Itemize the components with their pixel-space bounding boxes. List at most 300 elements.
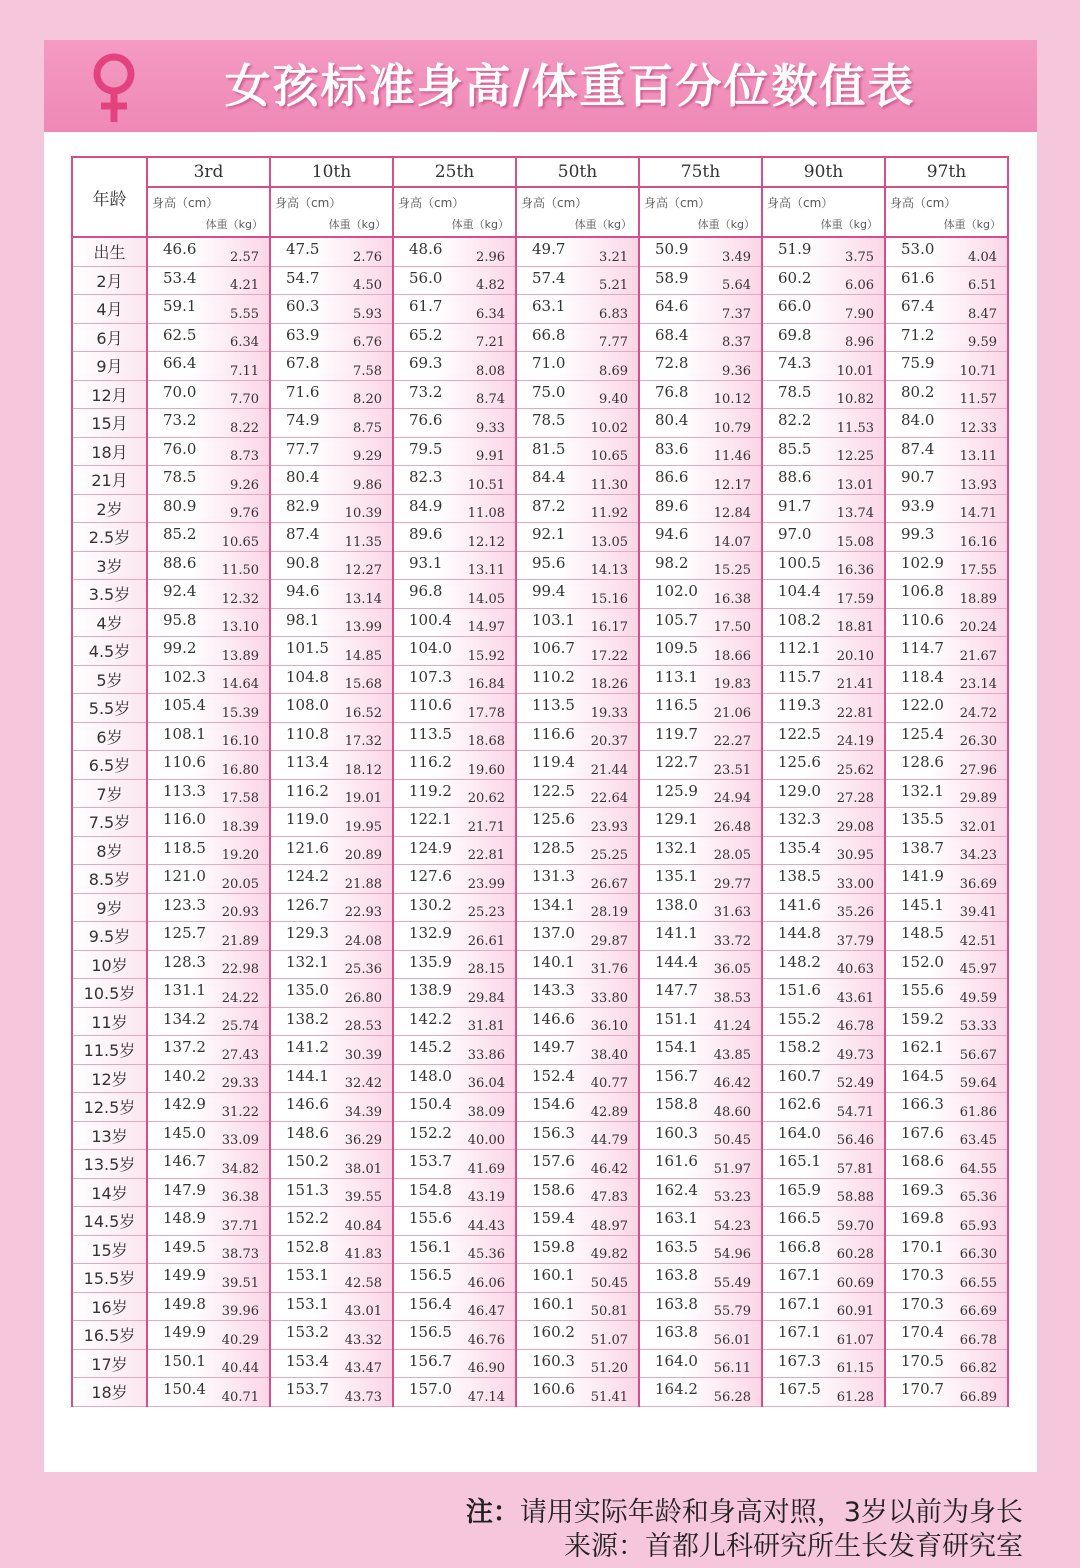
- value-cell: [516, 979, 639, 1008]
- weight-value: 30.95: [836, 848, 874, 863]
- value-cell: [393, 1235, 516, 1264]
- weight-value: 40.77: [590, 1076, 628, 1091]
- table-row: [72, 295, 1008, 324]
- weight-value: 16.17: [590, 620, 628, 635]
- percentile-header: 25th: [393, 157, 516, 187]
- value-cell: [147, 409, 270, 438]
- age-cell: 出生: [72, 237, 147, 266]
- height-value: 142.9: [163, 1095, 206, 1113]
- height-unit-label: 身高（cm）: [521, 196, 588, 210]
- value-cell: [393, 1007, 516, 1036]
- value-cell: [762, 380, 885, 409]
- value-cell: [147, 808, 270, 837]
- value-cell: [270, 1264, 393, 1293]
- height-value: 87.4: [286, 525, 320, 543]
- height-value: 102.3: [163, 667, 206, 686]
- value-cell: [270, 836, 393, 865]
- weight-value: 6.34: [230, 335, 259, 350]
- age-cell: 12岁: [72, 1064, 147, 1093]
- age-cell: 16岁: [72, 1292, 147, 1321]
- percentile-header: 50th: [516, 157, 639, 187]
- value-cell: [885, 466, 1008, 495]
- height-value: 149.7: [532, 1038, 575, 1056]
- weight-value: 31.76: [590, 962, 628, 977]
- weight-value: 41.24: [713, 1019, 751, 1034]
- value-cell: [885, 295, 1008, 324]
- value-cell: [393, 380, 516, 409]
- weight-value: 18.68: [467, 734, 505, 749]
- weight-value: 60.69: [836, 1275, 874, 1291]
- table-row: [72, 608, 1008, 637]
- value-cell: [270, 551, 393, 580]
- value-cell: [885, 352, 1008, 381]
- weight-value: 12.25: [836, 449, 874, 464]
- value-cell: [762, 409, 885, 438]
- height-value: 56.0: [409, 268, 443, 287]
- weight-value: 34.23: [959, 848, 997, 863]
- value-cell: [393, 637, 516, 666]
- weight-value: 21.44: [590, 762, 628, 778]
- height-value: 46.6: [163, 240, 197, 258]
- weight-value: 21.89: [221, 933, 259, 949]
- age-cell: 12.5岁: [72, 1093, 147, 1122]
- weight-value: 49.82: [590, 1247, 628, 1262]
- age-cell: 13.5岁: [72, 1150, 147, 1179]
- value-cell: [393, 865, 516, 894]
- table-row: [72, 237, 1008, 266]
- value-cell: [147, 266, 270, 295]
- height-value: 104.8: [286, 667, 329, 686]
- height-value: 127.6: [409, 867, 452, 885]
- height-value: 164.0: [778, 1123, 821, 1142]
- height-value: 155.6: [409, 1209, 452, 1227]
- height-value: 124.2: [286, 867, 329, 885]
- value-cell: [885, 1207, 1008, 1236]
- age-cell: 2月: [72, 266, 147, 295]
- height-value: 67.4: [901, 297, 935, 315]
- height-value: 166.5: [778, 1209, 821, 1227]
- value-cell: [270, 665, 393, 694]
- value-cell: [762, 979, 885, 1008]
- value-cell: [516, 665, 639, 694]
- weight-value: 23.51: [713, 762, 751, 778]
- weight-value: 2.76: [353, 249, 382, 265]
- height-value: 132.9: [409, 924, 452, 942]
- value-cell: [270, 637, 393, 666]
- value-cell: [147, 295, 270, 324]
- weight-value: 13.11: [467, 563, 505, 578]
- value-cell: [762, 352, 885, 381]
- value-cell: [270, 323, 393, 352]
- height-value: 132.1: [286, 952, 329, 971]
- value-cell: [516, 1349, 639, 1378]
- height-value: 151.1: [655, 1009, 698, 1028]
- height-value: 51.9: [778, 240, 812, 258]
- height-value: 144.4: [655, 952, 698, 971]
- height-value: 85.5: [778, 439, 812, 458]
- weight-value: 10.02: [590, 420, 628, 436]
- height-value: 79.5: [409, 439, 443, 458]
- value-cell: [762, 551, 885, 580]
- value-cell: [516, 1292, 639, 1321]
- height-value: 108.1: [163, 724, 206, 743]
- weight-value: 12.27: [344, 563, 382, 578]
- weight-value: 29.33: [221, 1076, 259, 1091]
- weight-value: 19.20: [221, 848, 259, 863]
- value-cell: [762, 922, 885, 951]
- weight-value: 33.00: [836, 876, 874, 892]
- value-cell: [393, 1292, 516, 1321]
- weight-value: 7.37: [722, 306, 751, 322]
- height-value: 145.2: [409, 1038, 452, 1056]
- height-value: 67.8: [286, 354, 320, 372]
- height-value: 131.1: [163, 981, 206, 999]
- value-cell: [147, 466, 270, 495]
- value-cell: [516, 409, 639, 438]
- height-value: 168.6: [901, 1152, 944, 1170]
- height-value: 167.1: [778, 1266, 821, 1284]
- height-value: 113.3: [163, 781, 206, 800]
- weight-value: 43.47: [344, 1361, 382, 1376]
- height-value: 77.7: [286, 439, 320, 458]
- weight-value: 61.07: [836, 1332, 874, 1348]
- value-cell: [885, 580, 1008, 609]
- age-cell: 10岁: [72, 950, 147, 979]
- height-value: 110.6: [163, 753, 206, 771]
- weight-value: 28.05: [713, 848, 751, 863]
- weight-value: 28.53: [344, 1019, 382, 1034]
- value-cell: [762, 1178, 885, 1207]
- height-value: 115.7: [778, 667, 821, 686]
- height-value: 82.9: [286, 496, 320, 515]
- value-cell: [516, 836, 639, 865]
- weight-value: 13.89: [221, 648, 259, 664]
- height-value: 108.2: [778, 610, 821, 629]
- weight-value: 40.63: [836, 962, 874, 977]
- weight-value: 18.39: [221, 819, 259, 835]
- weight-value: 33.86: [467, 1047, 505, 1063]
- weight-value: 17.55: [959, 563, 997, 578]
- weight-value: 51.20: [590, 1361, 628, 1376]
- value-cell: [270, 1036, 393, 1065]
- value-cell: [147, 865, 270, 894]
- value-cell: [270, 409, 393, 438]
- weight-value: 50.45: [713, 1133, 751, 1148]
- weight-value: 66.55: [959, 1275, 997, 1291]
- height-value: 98.2: [655, 553, 689, 572]
- height-value: 170.5: [901, 1351, 944, 1370]
- value-cell: [516, 893, 639, 922]
- weight-value: 20.37: [590, 734, 628, 749]
- weight-value: 23.93: [590, 819, 628, 835]
- weight-value: 48.60: [713, 1104, 751, 1120]
- value-cell: [885, 637, 1008, 666]
- height-value: 99.2: [163, 639, 197, 657]
- height-value: 152.4: [532, 1066, 575, 1085]
- table-row: [72, 1264, 1008, 1293]
- height-value: 132.1: [901, 781, 944, 800]
- weight-value: 54.96: [713, 1247, 751, 1262]
- value-cell: [639, 1207, 762, 1236]
- value-cell: [639, 1378, 762, 1407]
- value-cell: [639, 551, 762, 580]
- height-value: 78.5: [163, 468, 197, 486]
- height-value: 116.5: [655, 696, 698, 714]
- weight-value: 16.38: [713, 591, 751, 607]
- height-value: 73.2: [409, 382, 443, 401]
- weight-value: 59.70: [836, 1218, 874, 1234]
- height-value: 138.5: [778, 867, 821, 885]
- weight-value: 13.14: [344, 591, 382, 607]
- weight-value: 17.32: [344, 734, 382, 749]
- value-cell: [516, 1378, 639, 1407]
- value-cell: [639, 922, 762, 951]
- weight-value: 28.15: [467, 962, 505, 977]
- weight-value: 14.71: [959, 506, 997, 521]
- weight-value: 19.01: [344, 791, 382, 806]
- value-cell: [639, 665, 762, 694]
- weight-value: 43.61: [836, 990, 874, 1006]
- value-cell: [270, 722, 393, 751]
- height-value: 71.2: [901, 325, 935, 344]
- value-cell: [516, 1007, 639, 1036]
- age-cell: 6.5岁: [72, 751, 147, 780]
- height-value: 75.9: [901, 354, 935, 372]
- value-cell: [516, 380, 639, 409]
- value-cell: [516, 323, 639, 352]
- weight-value: 53.33: [959, 1019, 997, 1034]
- value-cell: [147, 1349, 270, 1378]
- weight-value: 27.96: [959, 762, 997, 778]
- value-cell: [639, 523, 762, 552]
- value-cell: [639, 637, 762, 666]
- height-value: 164.0: [655, 1351, 698, 1370]
- value-cell: [639, 437, 762, 466]
- value-cell: [270, 494, 393, 523]
- height-unit-label: 身高（cm）: [890, 196, 957, 210]
- height-value: 106.8: [901, 582, 944, 600]
- height-value: 66.8: [532, 325, 566, 344]
- height-value: 134.1: [532, 895, 575, 914]
- height-value: 156.7: [655, 1066, 698, 1085]
- height-value: 158.2: [778, 1038, 821, 1056]
- value-cell: [885, 808, 1008, 837]
- weight-value: 36.04: [467, 1076, 505, 1091]
- value-cell: [393, 1207, 516, 1236]
- value-cell: [885, 1321, 1008, 1350]
- value-cell: [885, 1036, 1008, 1065]
- height-value: 128.5: [532, 838, 575, 857]
- table-row: [72, 779, 1008, 808]
- weight-value: 40.29: [221, 1332, 259, 1348]
- height-value: 113.5: [532, 696, 575, 714]
- value-cell: [393, 751, 516, 780]
- height-value: 80.4: [286, 468, 320, 486]
- value-cell: [516, 1093, 639, 1122]
- height-value: 119.2: [409, 781, 452, 800]
- height-value: 122.7: [655, 753, 698, 771]
- percentile-header: 75th: [639, 157, 762, 187]
- height-value: 63.9: [286, 325, 320, 344]
- height-value: 85.2: [163, 525, 197, 543]
- value-cell: [885, 665, 1008, 694]
- height-value: 148.2: [778, 952, 821, 971]
- value-cell: [762, 751, 885, 780]
- value-cell: [516, 950, 639, 979]
- weight-value: 22.27: [713, 734, 751, 749]
- height-value: 118.4: [901, 667, 944, 686]
- weight-value: 9.29: [353, 449, 382, 464]
- weight-value: 43.85: [713, 1047, 751, 1063]
- value-cell: [885, 266, 1008, 295]
- height-value: 123.3: [163, 895, 206, 914]
- table-row: [72, 352, 1008, 381]
- weight-value: 5.93: [353, 306, 382, 322]
- weight-value: 55.49: [713, 1275, 751, 1291]
- weight-value: 48.97: [590, 1218, 628, 1234]
- value-cell: [147, 1235, 270, 1264]
- table-row: [72, 950, 1008, 979]
- weight-value: 16.80: [221, 762, 259, 778]
- weight-value: 15.25: [713, 563, 751, 578]
- height-value: 156.7: [409, 1351, 452, 1370]
- weight-value: 22.98: [221, 962, 259, 977]
- height-value: 138.0: [655, 895, 698, 914]
- weight-value: 64.55: [959, 1161, 997, 1177]
- value-cell: [639, 1235, 762, 1264]
- weight-value: 24.22: [221, 990, 259, 1006]
- weight-value: 5.55: [230, 306, 259, 322]
- value-cell: [393, 1036, 516, 1065]
- weight-value: 4.50: [353, 278, 382, 293]
- height-value: 78.5: [778, 382, 812, 401]
- value-cell: [516, 608, 639, 637]
- height-value: 106.7: [532, 639, 575, 657]
- weight-value: 22.81: [836, 705, 874, 721]
- weight-value: 8.73: [230, 449, 259, 464]
- value-cell: [270, 950, 393, 979]
- height-value: 167.1: [778, 1323, 821, 1341]
- age-cell: 4月: [72, 295, 147, 324]
- height-value: 87.4: [901, 439, 935, 458]
- value-cell: [147, 1150, 270, 1179]
- value-cell: [147, 1093, 270, 1122]
- value-cell: [147, 437, 270, 466]
- height-value: 50.9: [655, 240, 689, 258]
- value-cell: [885, 380, 1008, 409]
- value-cell: [147, 922, 270, 951]
- weight-value: 19.83: [713, 677, 751, 692]
- weight-value: 32.01: [959, 819, 997, 835]
- height-value: 162.1: [901, 1038, 944, 1056]
- height-value: 94.6: [655, 525, 689, 543]
- value-cell: [270, 608, 393, 637]
- weight-value: 10.65: [221, 534, 259, 550]
- value-cell: [516, 1150, 639, 1179]
- height-value: 162.6: [778, 1095, 821, 1113]
- table-row: [72, 836, 1008, 865]
- age-cell: 14.5岁: [72, 1207, 147, 1236]
- height-value: 71.6: [286, 382, 320, 401]
- age-cell: 9月: [72, 352, 147, 381]
- value-cell: [516, 637, 639, 666]
- height-value: 138.7: [901, 838, 944, 857]
- weight-value: 17.59: [836, 591, 874, 607]
- table-row: [72, 437, 1008, 466]
- weight-value: 42.89: [590, 1104, 628, 1120]
- weight-value: 13.99: [344, 620, 382, 635]
- value-cell: [270, 893, 393, 922]
- weight-value: 8.96: [845, 335, 874, 350]
- weight-value: 10.39: [344, 506, 382, 521]
- height-value: 68.4: [655, 325, 689, 344]
- weight-value: 15.92: [467, 648, 505, 664]
- age-cell: 2.5岁: [72, 523, 147, 552]
- weight-value: 7.58: [353, 363, 382, 379]
- value-cell: [270, 1321, 393, 1350]
- height-value: 113.4: [286, 753, 329, 771]
- height-value: 129.0: [778, 781, 821, 800]
- table-row: [72, 979, 1008, 1008]
- weight-value: 9.91: [476, 449, 505, 464]
- value-cell: [147, 836, 270, 865]
- height-value: 142.2: [409, 1009, 452, 1028]
- height-value: 156.3: [532, 1123, 575, 1142]
- height-value: 149.9: [163, 1266, 206, 1284]
- age-cell: 3.5岁: [72, 580, 147, 609]
- weight-value: 9.36: [722, 363, 751, 379]
- weight-value: 14.64: [221, 677, 259, 692]
- height-value: 90.8: [286, 553, 320, 572]
- value-cell: [147, 237, 270, 266]
- value-cell: [393, 1121, 516, 1150]
- weight-value: 54.71: [836, 1104, 874, 1120]
- table-row: [72, 409, 1008, 438]
- weight-value: 13.01: [836, 477, 874, 493]
- weight-value: 8.69: [599, 363, 628, 379]
- weight-value: 43.32: [344, 1332, 382, 1348]
- value-cell: [147, 694, 270, 723]
- value-cell: [639, 1264, 762, 1293]
- value-cell: [762, 665, 885, 694]
- weight-value: 57.81: [836, 1161, 874, 1177]
- value-cell: [393, 494, 516, 523]
- weight-value: 66.69: [959, 1304, 997, 1319]
- value-cell: [639, 979, 762, 1008]
- weight-value: 23.99: [467, 876, 505, 892]
- value-cell: [516, 1207, 639, 1236]
- value-cell: [270, 380, 393, 409]
- weight-value: 36.69: [959, 876, 997, 892]
- value-cell: [393, 779, 516, 808]
- height-value: 158.8: [655, 1095, 698, 1113]
- height-value: 161.6: [655, 1152, 698, 1170]
- weight-value: 5.21: [599, 278, 628, 293]
- value-cell: [393, 352, 516, 381]
- weight-value: 8.75: [353, 420, 382, 436]
- value-cell: [639, 266, 762, 295]
- height-value: 146.6: [532, 1009, 575, 1028]
- height-unit-label: 身高（cm）: [644, 196, 711, 210]
- weight-value: 58.88: [836, 1190, 874, 1205]
- weight-value: 40.44: [221, 1361, 259, 1376]
- value-cell: [270, 1235, 393, 1264]
- value-cell: [147, 352, 270, 381]
- height-value: 151.6: [778, 981, 821, 999]
- value-cell: [885, 893, 1008, 922]
- weight-value: 29.08: [836, 819, 874, 835]
- weight-value: 14.85: [344, 648, 382, 664]
